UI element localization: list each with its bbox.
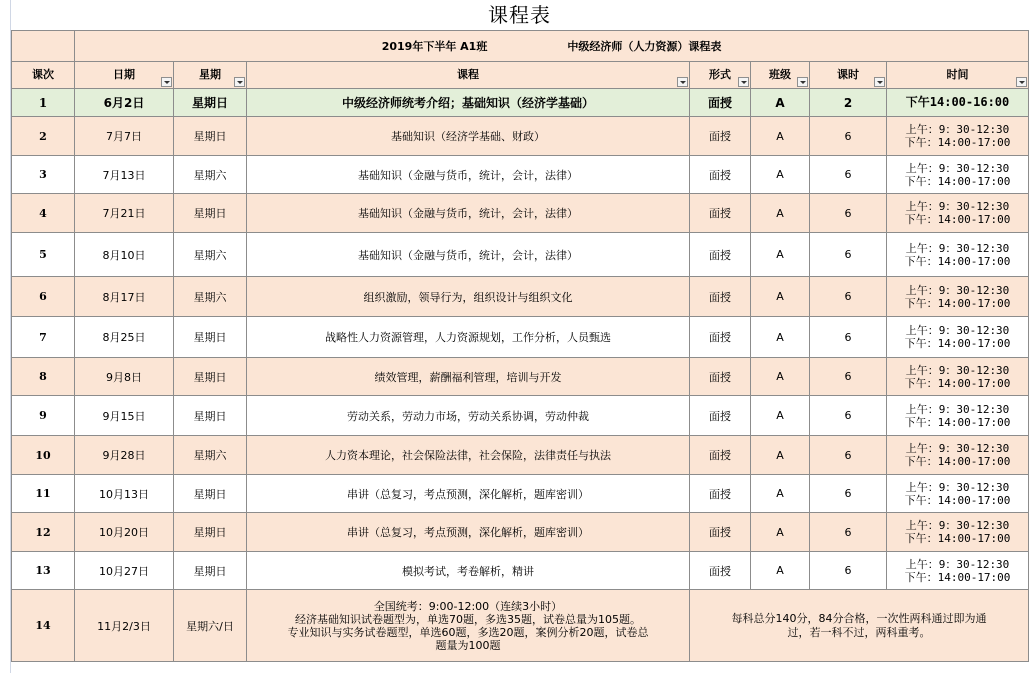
cell-format[interactable]: 面授: [690, 117, 751, 156]
time-line: 下午：14:00-17:00: [904, 376, 1011, 390]
filter-dropdown-icon[interactable]: [161, 77, 172, 87]
filter-dropdown-icon[interactable]: [677, 77, 688, 87]
cell-course[interactable]: 基础知识（金融与货币，统计，会计，法律）: [247, 233, 690, 277]
header-label: 日期: [113, 68, 135, 81]
table-row: [12, 436, 1029, 475]
cell-class[interactable]: A: [751, 436, 810, 475]
header-date[interactable]: [75, 62, 174, 89]
time-line: 上午：9：30-12:30: [905, 557, 1010, 571]
cell-date[interactable]: 6月2日: [75, 89, 174, 117]
cell-weekday[interactable]: 星期日: [174, 194, 247, 233]
banner-empty-cell[interactable]: [12, 31, 75, 62]
cell-class[interactable]: A: [751, 317, 810, 358]
cell-time[interactable]: [887, 513, 1029, 552]
exam-line: 题量为100题: [435, 638, 501, 652]
header-label: 星期: [199, 68, 221, 81]
cell-weekday[interactable]: 星期日: [174, 89, 247, 117]
cell-time[interactable]: [887, 277, 1029, 317]
cell-hours[interactable]: 6: [810, 475, 887, 513]
schedule-table: [11, 30, 1029, 662]
cell-course[interactable]: 绩效管理，薪酬福利管理，培训与开发: [247, 358, 690, 396]
header-class[interactable]: [751, 62, 810, 89]
header-weekday[interactable]: [174, 62, 247, 89]
cell-format[interactable]: 面授: [690, 317, 751, 358]
table-row: [12, 317, 1029, 358]
cell-class[interactable]: A: [751, 552, 810, 590]
cell-class[interactable]: A: [751, 233, 810, 277]
filter-dropdown-icon[interactable]: [874, 77, 885, 87]
cell-time[interactable]: [887, 317, 1029, 358]
cell-course[interactable]: 中级经济师统考介绍；基础知识（经济学基础）: [247, 89, 690, 117]
cell-course[interactable]: 劳动关系，劳动力市场，劳动关系协调，劳动仲裁: [247, 396, 690, 436]
exam-line: 专业知识与实务试卷题型，单选60题，多选20题，案例分析20题，试卷总: [287, 625, 649, 639]
cell-lesson-no[interactable]: 8: [12, 358, 75, 396]
time-line: 下午：14:00-17:00: [904, 254, 1011, 268]
note-line: 过，若一科不过，两科重考。: [787, 625, 931, 639]
cell-format[interactable]: 面授: [690, 233, 751, 277]
cell-hours[interactable]: 6: [810, 317, 887, 358]
cell-date[interactable]: 8月17日: [75, 277, 174, 317]
cell-class[interactable]: A: [751, 513, 810, 552]
filter-dropdown-icon[interactable]: [1016, 77, 1027, 87]
cell-course[interactable]: 模拟考试，考卷解析，精讲: [247, 552, 690, 590]
cell-course[interactable]: 基础知识（金融与货币，统计，会计，法律）: [247, 156, 690, 194]
time-line: 下午：14:00-17:00: [904, 174, 1011, 188]
table-row: [12, 475, 1029, 513]
table-row: [12, 156, 1029, 194]
cell-format[interactable]: 面授: [690, 277, 751, 317]
cell-date[interactable]: 11月2/3日: [75, 590, 174, 662]
cell-date[interactable]: 8月10日: [75, 233, 174, 277]
cell-course[interactable]: 串讲（总复习，考点预测，深化解析，题库密训）: [247, 475, 690, 513]
cell-lesson-no[interactable]: 7: [12, 317, 75, 358]
row-header-strip: [0, 0, 11, 673]
header-label: 课时: [837, 68, 859, 81]
cell-hours[interactable]: 6: [810, 358, 887, 396]
time-line: 下午14:00-16:00: [905, 95, 1010, 109]
table-row: [12, 277, 1029, 317]
cell-weekday[interactable]: 星期六: [174, 436, 247, 475]
cell-weekday[interactable]: 星期日: [174, 513, 247, 552]
cell-class[interactable]: A: [751, 277, 810, 317]
header-time[interactable]: [887, 62, 1029, 89]
cell-date[interactable]: 7月21日: [75, 194, 174, 233]
header-format[interactable]: [690, 62, 751, 89]
cell-format[interactable]: 面授: [690, 513, 751, 552]
cell-time[interactable]: [887, 475, 1029, 513]
table-row: [12, 194, 1029, 233]
cell-class[interactable]: A: [751, 156, 810, 194]
banner-schedule-title: 中级经济师（人力资源）课程表: [567, 40, 722, 53]
cell-time[interactable]: [887, 436, 1029, 475]
cell-class[interactable]: A: [751, 358, 810, 396]
cell-lesson-no[interactable]: 3: [12, 156, 75, 194]
filter-dropdown-icon[interactable]: [234, 77, 245, 87]
time-line: 上午：9：30-12:30: [905, 241, 1010, 255]
cell-exam-note[interactable]: [690, 590, 1029, 662]
cell-hours[interactable]: 6: [810, 233, 887, 277]
cell-time[interactable]: [887, 358, 1029, 396]
cell-date[interactable]: 10月20日: [75, 513, 174, 552]
time-line: 下午：14:00-17:00: [904, 532, 1011, 545]
time-line: 下午：14:00-17:00: [904, 415, 1011, 429]
cell-lesson-no[interactable]: 11: [12, 475, 75, 513]
cell-class[interactable]: A: [751, 117, 810, 156]
cell-class[interactable]: A: [751, 475, 810, 513]
cell-course[interactable]: 基础知识（经济学基础、财政）: [247, 117, 690, 156]
cell-time[interactable]: [887, 89, 1029, 117]
time-line: 上午：9：30-12:30: [905, 123, 1010, 136]
header-label: 课次: [32, 68, 54, 81]
cell-course[interactable]: 串讲（总复习，考点预测，深化解析，题库密训）: [247, 513, 690, 552]
cell-weekday[interactable]: 星期六: [174, 233, 247, 277]
cell-course[interactable]: 人力资本理论，社会保险法律，社会保险，法律责任与执法: [247, 436, 690, 475]
table-row-final-exam: [12, 590, 1029, 662]
cell-date[interactable]: 7月13日: [75, 156, 174, 194]
cell-format[interactable]: 面授: [690, 194, 751, 233]
cell-time[interactable]: [887, 156, 1029, 194]
time-line: 下午：14:00-17:00: [904, 296, 1011, 310]
cell-course[interactable]: [247, 590, 690, 662]
note-line: 每科总分140分，84分合格，一次性两科通过即为通: [731, 611, 987, 625]
cell-class[interactable]: A: [751, 194, 810, 233]
exam-line: 全国统考：9:00-12:00（连续3小时）: [373, 599, 563, 613]
table-row: [12, 552, 1029, 590]
header-label: 课程: [457, 68, 479, 81]
header-course[interactable]: [247, 62, 690, 89]
time-line: 上午：9：30-12:30: [905, 402, 1010, 416]
cell-hours[interactable]: 6: [810, 552, 887, 590]
cell-lesson-no[interactable]: 14: [12, 590, 75, 662]
cell-lesson-no[interactable]: 1: [12, 89, 75, 117]
time-line: 下午：14:00-17:00: [904, 455, 1011, 468]
cell-weekday[interactable]: 星期日: [174, 358, 247, 396]
time-line: 下午：14:00-17:00: [904, 213, 1011, 226]
cell-time[interactable]: [887, 117, 1029, 156]
cell-weekday[interactable]: 星期日: [174, 117, 247, 156]
cell-format[interactable]: 面授: [690, 396, 751, 436]
cell-hours[interactable]: 6: [810, 513, 887, 552]
cell-course[interactable]: 基础知识（金融与货币，统计，会计，法律）: [247, 194, 690, 233]
time-line: 上午：9：30-12:30: [905, 480, 1010, 494]
time-line: 上午：9：30-12:30: [905, 519, 1010, 532]
cell-time[interactable]: [887, 396, 1029, 436]
header-label: 形式: [709, 68, 731, 81]
cell-course[interactable]: 战略性人力资源管理，人力资源规划，工作分析，人员甄选: [247, 317, 690, 358]
filter-dropdown-icon[interactable]: [797, 77, 808, 87]
cell-date[interactable]: 7月7日: [75, 117, 174, 156]
cell-date[interactable]: 9月8日: [75, 358, 174, 396]
cell-weekday[interactable]: 星期六: [174, 156, 247, 194]
cell-format[interactable]: 面授: [690, 156, 751, 194]
cell-date[interactable]: 8月25日: [75, 317, 174, 358]
cell-weekday[interactable]: 星期日: [174, 552, 247, 590]
cell-weekday[interactable]: 星期日: [174, 396, 247, 436]
cell-lesson-no[interactable]: 6: [12, 277, 75, 317]
exam-line: 经济基础知识试卷题型为，单选70题，多选35题，试卷总量为105题。: [295, 612, 641, 626]
time-line: 上午：9：30-12:30: [905, 363, 1010, 377]
cell-hours[interactable]: 6: [810, 117, 887, 156]
cell-class[interactable]: A: [751, 89, 810, 117]
cell-hours[interactable]: 2: [810, 89, 887, 117]
cell-lesson-no[interactable]: 10: [12, 436, 75, 475]
banner-class-label: 2019年下半年 A1班: [381, 40, 488, 53]
table-row: [12, 396, 1029, 436]
table-row: [12, 358, 1029, 396]
banner-cell[interactable]: [75, 31, 1029, 62]
cell-time[interactable]: [887, 233, 1029, 277]
filter-dropdown-icon[interactable]: [738, 77, 749, 87]
cell-format[interactable]: 面授: [690, 552, 751, 590]
cell-weekday[interactable]: 星期日: [174, 317, 247, 358]
cell-hours[interactable]: 6: [810, 396, 887, 436]
time-line: 上午：9：30-12:30: [905, 442, 1010, 455]
time-line: 上午：9：30-12:30: [905, 161, 1010, 175]
cell-time[interactable]: [887, 194, 1029, 233]
cell-hours[interactable]: 6: [810, 277, 887, 317]
time-line: 下午：14:00-17:00: [904, 493, 1011, 507]
table-row: [12, 89, 1029, 117]
sheet-title: 课程表: [488, 3, 551, 27]
cell-format[interactable]: 面授: [690, 436, 751, 475]
cell-hours[interactable]: 6: [810, 194, 887, 233]
time-line: 上午：9：30-12:30: [905, 324, 1010, 337]
time-line: 上午：9：30-12:30: [905, 200, 1010, 213]
cell-date[interactable]: 9月28日: [75, 436, 174, 475]
table-row: [12, 117, 1029, 156]
cell-lesson-no[interactable]: 5: [12, 233, 75, 277]
header-lesson-no[interactable]: [12, 62, 75, 89]
header-hours[interactable]: [810, 62, 887, 89]
cell-lesson-no[interactable]: 9: [12, 396, 75, 436]
time-line: 下午：14:00-17:00: [904, 570, 1011, 584]
table-row: [12, 513, 1029, 552]
cell-hours[interactable]: 6: [810, 436, 887, 475]
cell-lesson-no[interactable]: 13: [12, 552, 75, 590]
cell-date[interactable]: 10月13日: [75, 475, 174, 513]
cell-lesson-no[interactable]: 12: [12, 513, 75, 552]
cell-lesson-no[interactable]: 2: [12, 117, 75, 156]
cell-weekday[interactable]: 星期六: [174, 277, 247, 317]
cell-weekday[interactable]: 星期六/日: [174, 590, 247, 662]
header-label: 班级: [769, 68, 791, 81]
header-row: [12, 62, 1029, 89]
time-line: 下午：14:00-17:00: [904, 337, 1011, 350]
banner-row: [12, 31, 1029, 62]
header-label: 时间: [946, 68, 969, 81]
cell-format[interactable]: 面授: [690, 475, 751, 513]
table-row: [12, 233, 1029, 277]
cell-class[interactable]: A: [751, 396, 810, 436]
cell-lesson-no[interactable]: 4: [12, 194, 75, 233]
cell-course[interactable]: 组织激励，领导行为，组织设计与组织文化: [247, 277, 690, 317]
cell-weekday[interactable]: 星期日: [174, 475, 247, 513]
time-line: 下午：14:00-17:00: [904, 136, 1011, 149]
cell-format[interactable]: 面授: [690, 89, 751, 117]
cell-time[interactable]: [887, 552, 1029, 590]
cell-date[interactable]: 9月15日: [75, 396, 174, 436]
cell-format[interactable]: 面授: [690, 358, 751, 396]
cell-date[interactable]: 10月27日: [75, 552, 174, 590]
time-line: 上午：9：30-12:30: [905, 283, 1010, 297]
cell-hours[interactable]: 6: [810, 156, 887, 194]
